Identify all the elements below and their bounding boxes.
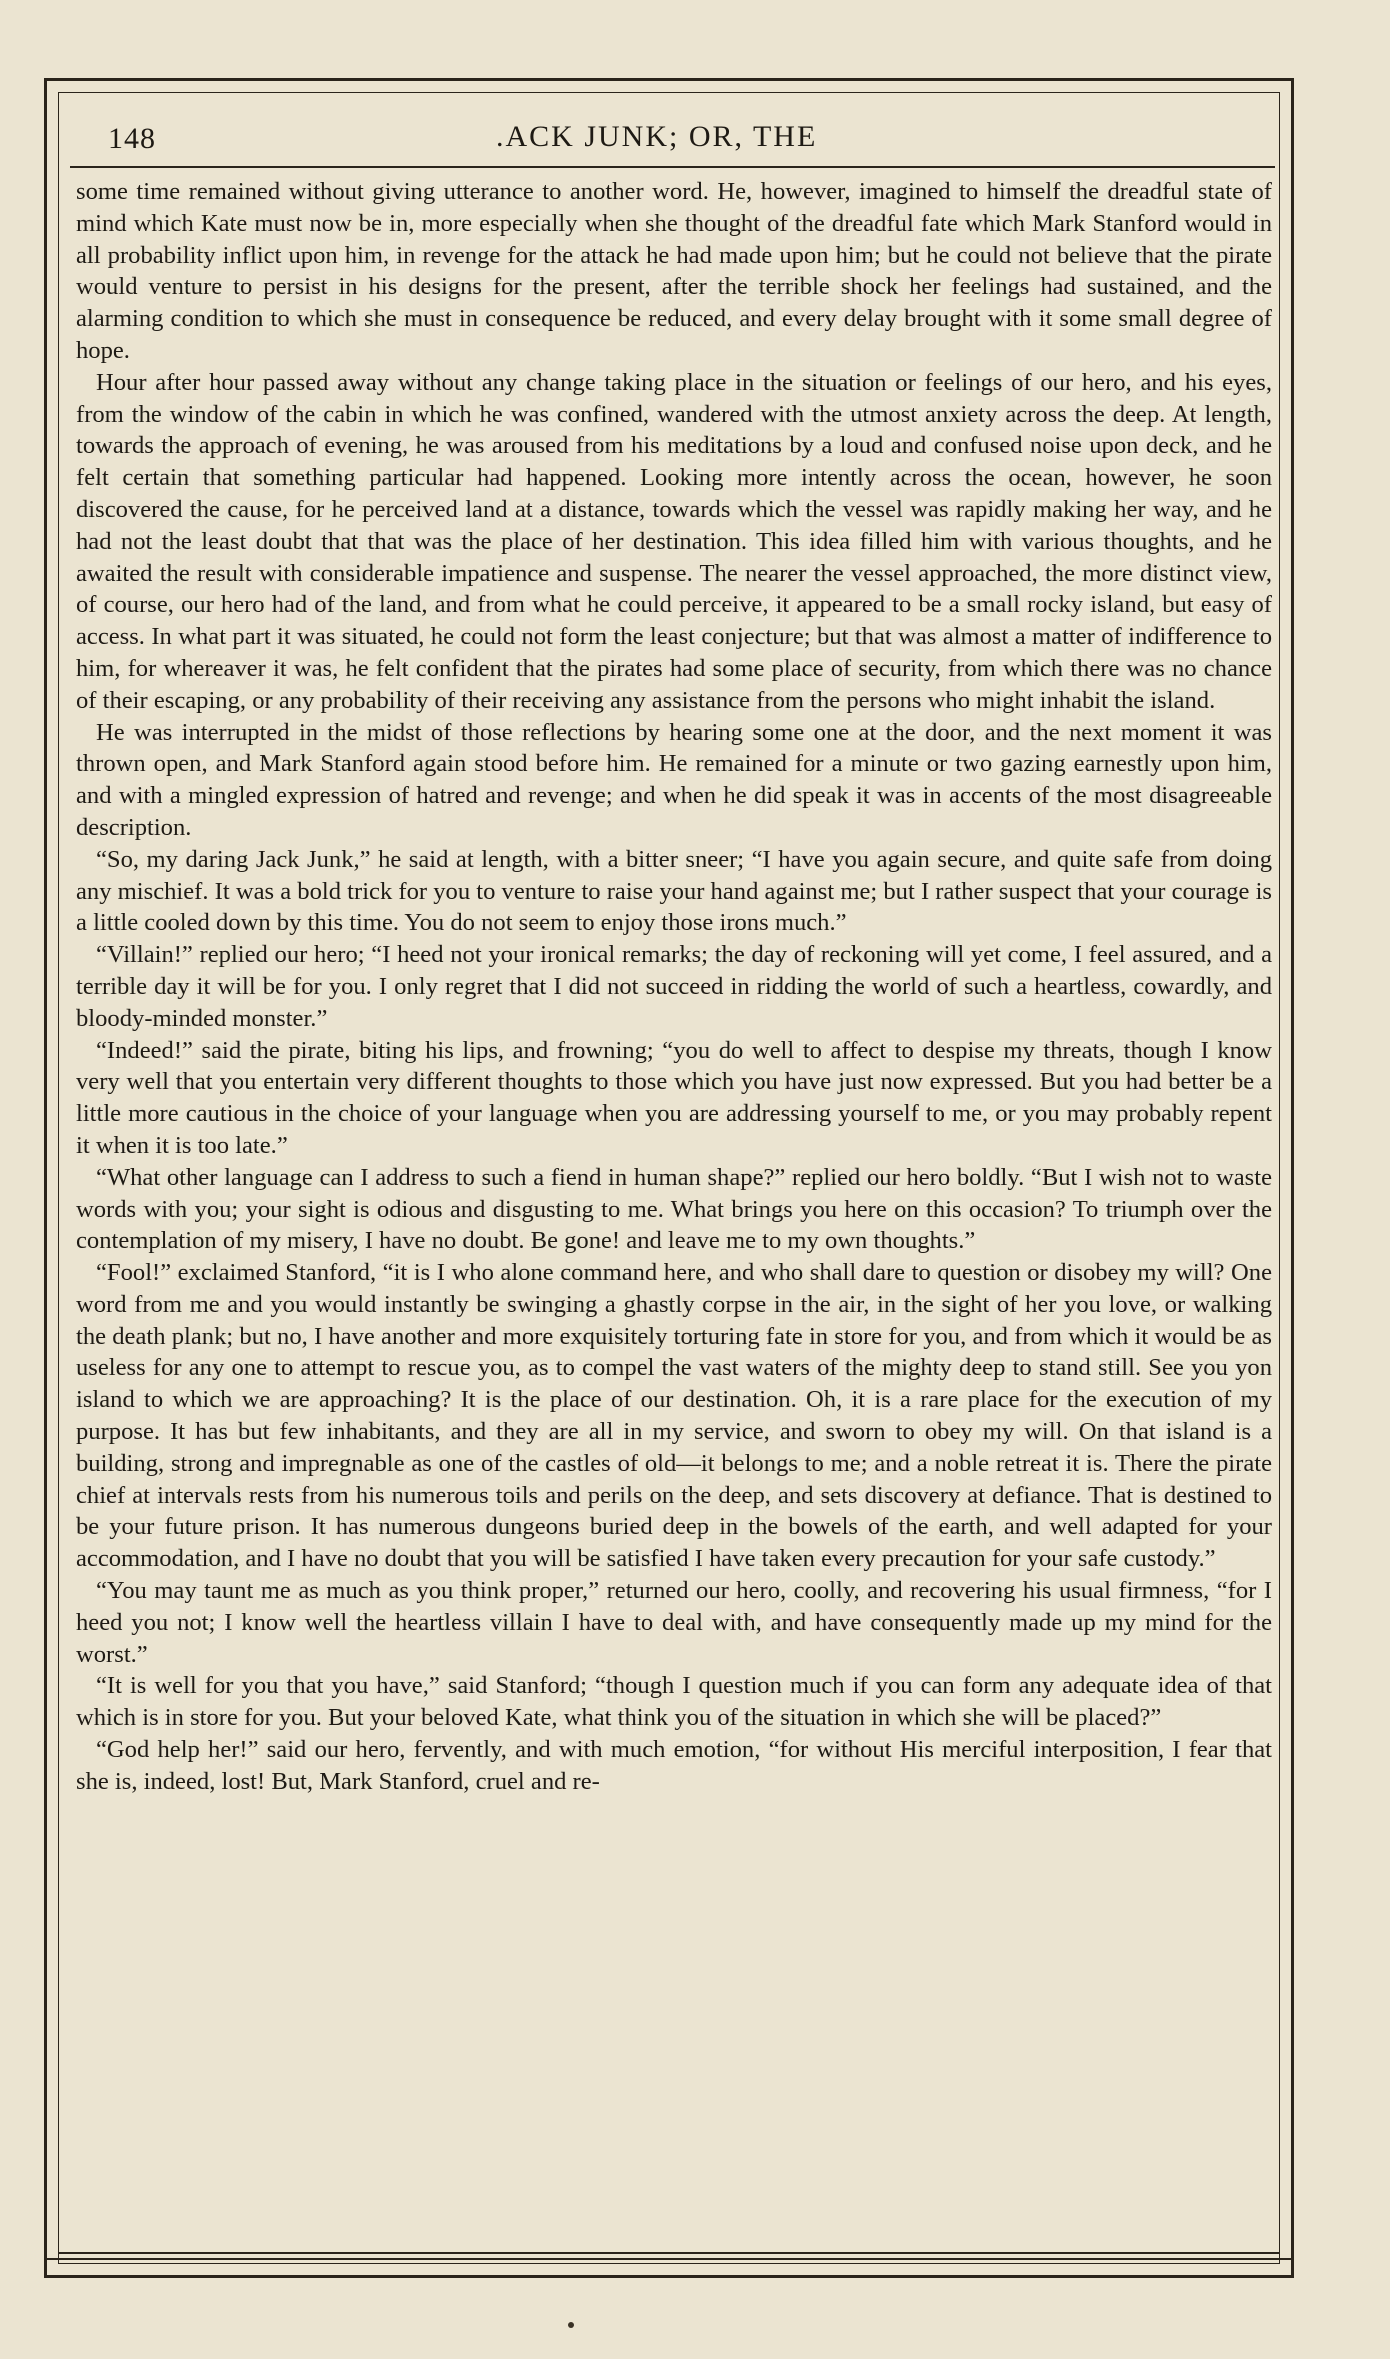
footer-rule [58,2252,1280,2254]
body-text [76,176,1272,1798]
header-rule [70,166,1275,168]
paragraph: Hour after hour passed away without any change taking place in the situation or feelings of our hero, and his eyes, from the window of the cabin in which he was confined, wandered with the utmost anxiety across the deep. At length, towards the approach of evening, he was aroused from his meditations by a loud and confused noise upon deck, and he felt certain that something particular had happened. Looking more intently across the ocean, however, he soon discovered the cause, for he perceived land at a distance, towards which the vessel was rapidly making her way, and he had not the least doubt that that was the place of her destination. This idea filled him with various thoughts, and he awaited the result with considerable impatience and suspense. The nearer the vessel approached, the more distinct view, of course, our hero had of the land, and from what he could perceive, it appeared to be a small rocky island, but easy of access. In what part it was situated, he could not form the least conjecture; but that was almost a matter of indifference to him, for whereaver it was, he felt confident that the pirates had some place of security, from which there was no chance of their escaping, or any probability of their receiving any assistance from the persons who might inhabit the island. [76,368,1272,714]
footer-rule-outer [44,2258,1294,2260]
paragraph: “So, my daring Jack Junk,” he said at length, with a bitter sneer; “I have you again secure, and quite safe from doing any mischief. It was a bold trick for you to venture to raise your hand against me; but I rather suspect that your courage is a little cooled down by this time. You do not seem to enjoy those irons much.” [76,845,1272,937]
paragraph: “Fool!” exclaimed Stanford, “it is I who alone command here, and who shall dare to question or disobey my will? One word from me and you would instantly be swinging a ghastly corpse in the air, in the sight of her you love, or walking the death plank; but no, I have another and more exquisitely torturing fate in store for you, and from which it would be as useless for any one to attempt to rescue you, as to compel the vast waters of the mighty deep to stand still. See you yon island to which we are approaching? It is the place of our destination. Oh, it is a rare place for the execution of my purpose. It has but few inhabitants, and they are all in my service, and sworn to obey my will. On that island is a building, strong and impregnable as one of the castles of old—it belongs to me; and a noble retreat it is. There the pirate chief at intervals rests from his numerous toils and perils on the deep, and sets discovery at defiance. That is destined to be your future prison. It has numerous dungeons buried deep in the bowels of the earth, and well adapted for your accommodation, and I have no doubt that you will be satisfied I have taken every precaution for your safe custody.” [76,1259,1272,1573]
page-header [108,118,1278,162]
paragraph: “What other language can I address to such a fiend in human shape?” replied our hero boldly. “But I wish not to waste words with you; your sight is odious and disgusting to me. What brings you here on this occasion? To triumph over the contemplation of my misery, I have no doubt. Be gone! and leave me to my own thoughts.” [76,1163,1272,1255]
page-number: 148 [108,122,156,155]
paragraph: some time remained without giving utterance to another word. He, however, imagined to himself the dreadful state of mind which Kate must now be in, more especially when she thought of the dreadful fate which Mark Stanford would in all probability inflict upon him, in revenge for the attack he had made upon him; but he could not believe that the pirate would venture to persist in his designs for the present, after the terrible shock her feelings had sustained, and the alarming condition to which she must in consequence be reduced, and every delay brought with it some small degree of hope. [76,178,1272,364]
paragraph: “Indeed!” said the pirate, biting his lips, and frowning; “you do well to affect to despise my threats, though I know very well that you entertain very different thoughts to those which you have just now expressed. But you had better be a little more cautious in the choice of your language when you are addressing yourself to me, or you may probably repent it when it is too late.” [76,1036,1272,1159]
paragraph: “It is well for you that you have,” said Stanford; “though I question much if you can form any adequate idea of that which is in store for you. But your beloved Kate, what think you of the situation in which she will be placed?” [76,1672,1272,1732]
paragraph: “You may taunt me as much as you think proper,” returned our hero, coolly, and recovering his usual firmness, “for I heed you not; I know well the heartless villain I have to deal with, and have consequently made up my mind for the worst.” [76,1577,1272,1668]
paragraph: “God help her!” said our hero, fervently, and with much emotion, “for without His merciful interposition, I fear that she is, indeed, lost! But, Mark Stanford, cruel and re- [76,1736,1272,1795]
paragraph: He was interrupted in the midst of those reflections by hearing some one at the door, and the next moment it was thrown open, and Mark Stanford again stood before him. He remained for a minute or two gazing earnestly upon him, and with a mingled expression of hatred and revenge; and when he did speak it was in accents of the most disagreeable description. [76,718,1272,841]
running-head: .ACK JUNK; OR, THE [496,120,818,153]
paragraph: “Villain!” replied our hero; “I heed not your ironical remarks; the day of reckoning will yet come, I feel assured, and a terrible day it will be for you. I only regret that I did not succeed in ridding the world of such a heartless, cowardly, and bloody-minded monster.” [76,941,1272,1032]
ink-speck [568,2322,574,2328]
